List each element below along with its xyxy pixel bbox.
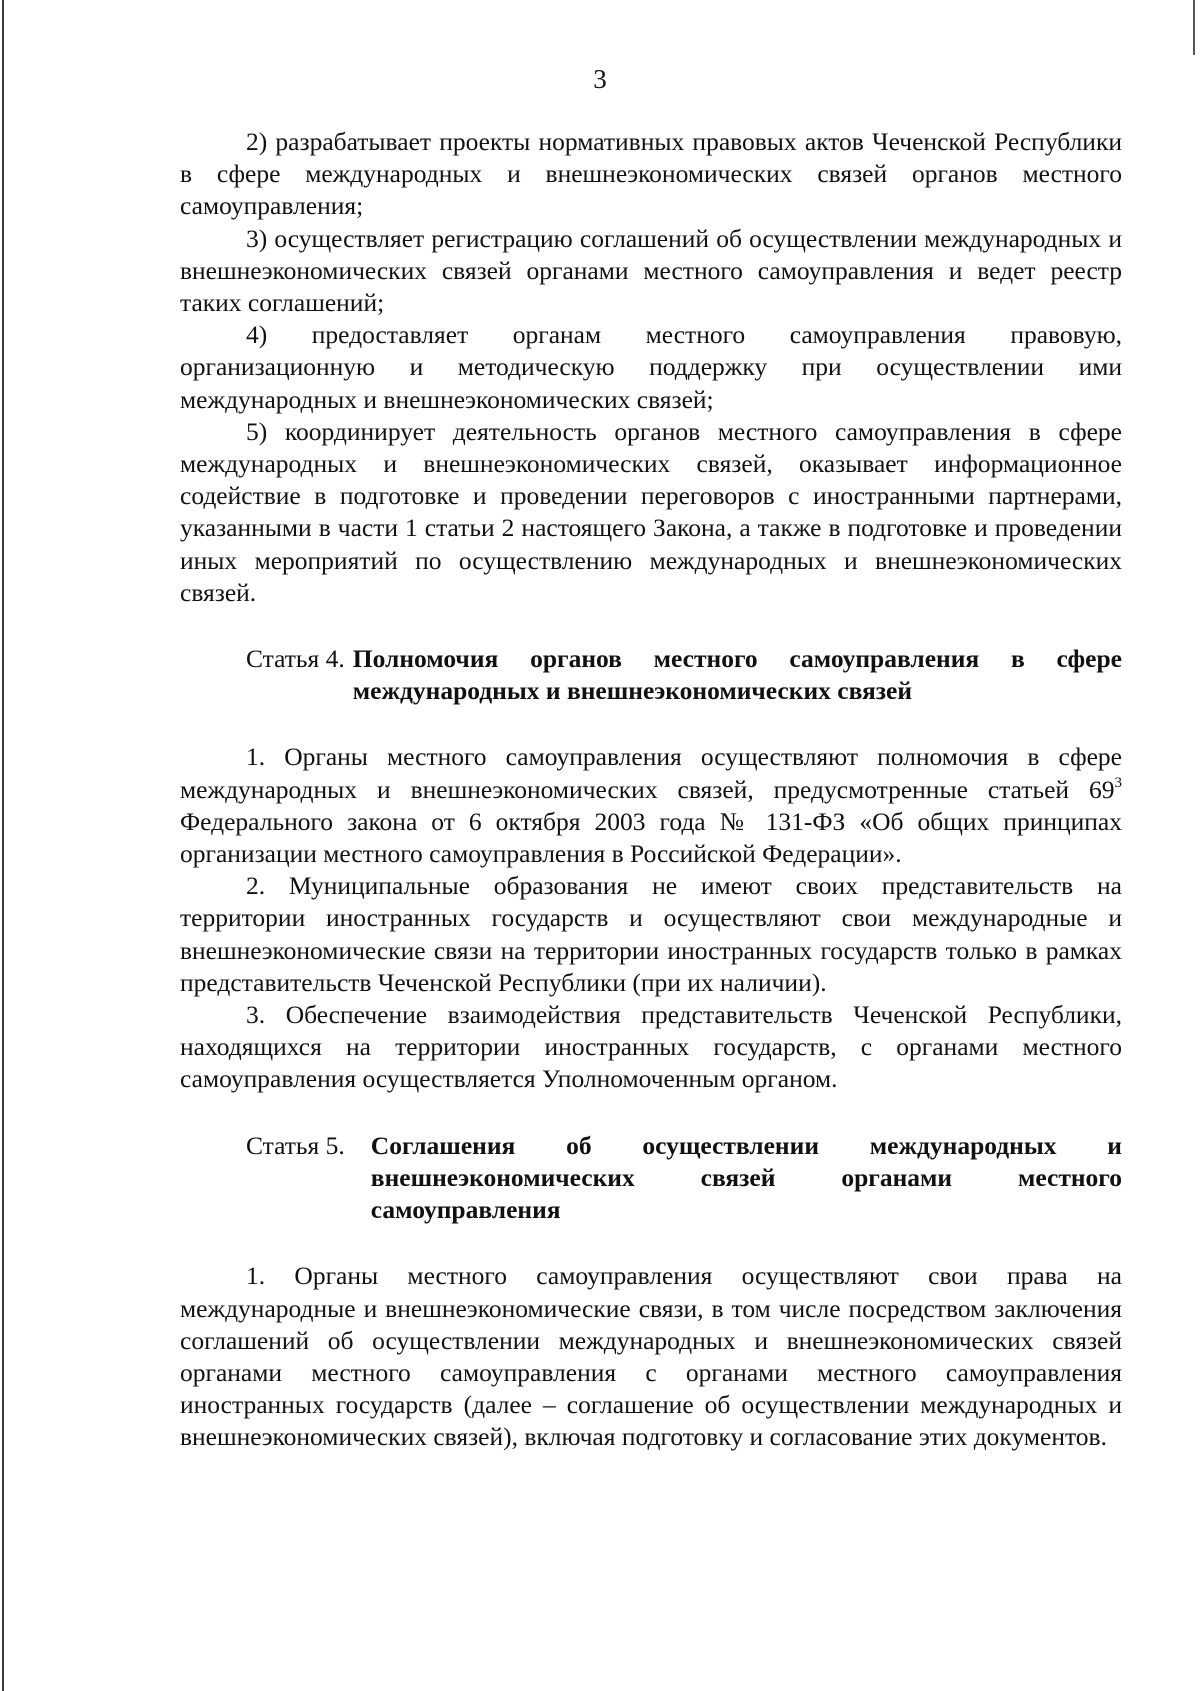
article-5-title: Соглашения об осуществлении международных и внешнеэкономических связей органами местного самоуправления: [370, 1130, 1122, 1225]
article-4-paragraph-1: [180, 741, 1122, 870]
article-4-title: Полномочия органов местного самоуправления в сфере международных и внешнеэкономических связей: [352, 644, 1122, 706]
article-4-p1-text-cont: Федерального закона от 6 октября 2003 года № 131-ФЗ «Об общих принципах организации местного самоуправления в Российской Федерации».: [180, 806, 1122, 869]
article-4-p1-text: 1. Органы местного самоуправления осуществляют полномочия в сфере международных и внешнеэкономических связей, предусмотренные статьей 69: [180, 742, 1122, 804]
list-item-3: 3) осуществляет регистрацию соглашений об осуществлении международных и внешнеэкономических связей органами местного самоуправления и ведет реестр таких соглашений;: [180, 223, 1122, 318]
article-4-p1-superscript: 3: [1114, 774, 1122, 791]
article-4-heading: [180, 643, 1122, 707]
list-item-2: 2) разрабатывает проекты нормативных правовых актов Чеченской Республики в сфере международных и внешнеэкономических связей органов местного самоуправления;: [180, 127, 1122, 221]
article-4-prefix: Статья 4.: [246, 644, 345, 674]
scan-left-edge: [2, 0, 4, 1691]
list-item-4: 4) предоставляет органам местного самоуправления правовую, организационную и методическую поддержку при осуществлении ими международных и внешнеэкономических связей;: [180, 320, 1122, 414]
article-5-paragraph-1: 1. Органы местного самоуправления осуществляют свои права на международные и внешнеэкономические связи, в том числе посредством заключения соглашений об осуществлении международных и внешнеэкономических связей органами местного самоуправления с органами местного самоуправления иностранных государств (далее – соглашение об осуществлении международных и внешнеэкономических связей), включая подготовку и согласование этих документов.: [180, 1261, 1122, 1452]
list-item-5: 5) координирует деятельность органов местного самоуправления в сфере международных и внешнеэкономических связей, оказывает информационное содействие в подготовке и проведении переговоров с иностранными партнерами, указанными в части 1 статьи 2 настоящего Закона, а также в подготовке и проведении иных мероприятий по осуществлению международных и внешнеэкономических связей.: [180, 416, 1122, 607]
article-4-paragraph-2: 2. Муниципальные образования не имеют своих представительств на территории иностранных государств и осуществляют свои международные и внешнеэкономические связи на территории иностранных государств только в рамках представительств Чеченской Республики (при их наличии).: [180, 871, 1122, 997]
article-5-prefix: Статья 5.: [246, 1130, 345, 1160]
page-number: 3: [593, 64, 607, 94]
article-4-paragraph-3: 3. Обеспечение взаимодействия представительств Чеченской Республики, находящихся на территории иностранных государств, с органами местного самоуправления осуществляется Уполномоченным органом.: [180, 1000, 1122, 1094]
document-body: [180, 126, 1122, 1454]
scan-right-edge-mark: [1193, 0, 1195, 55]
article-5-heading: [180, 1130, 1122, 1227]
